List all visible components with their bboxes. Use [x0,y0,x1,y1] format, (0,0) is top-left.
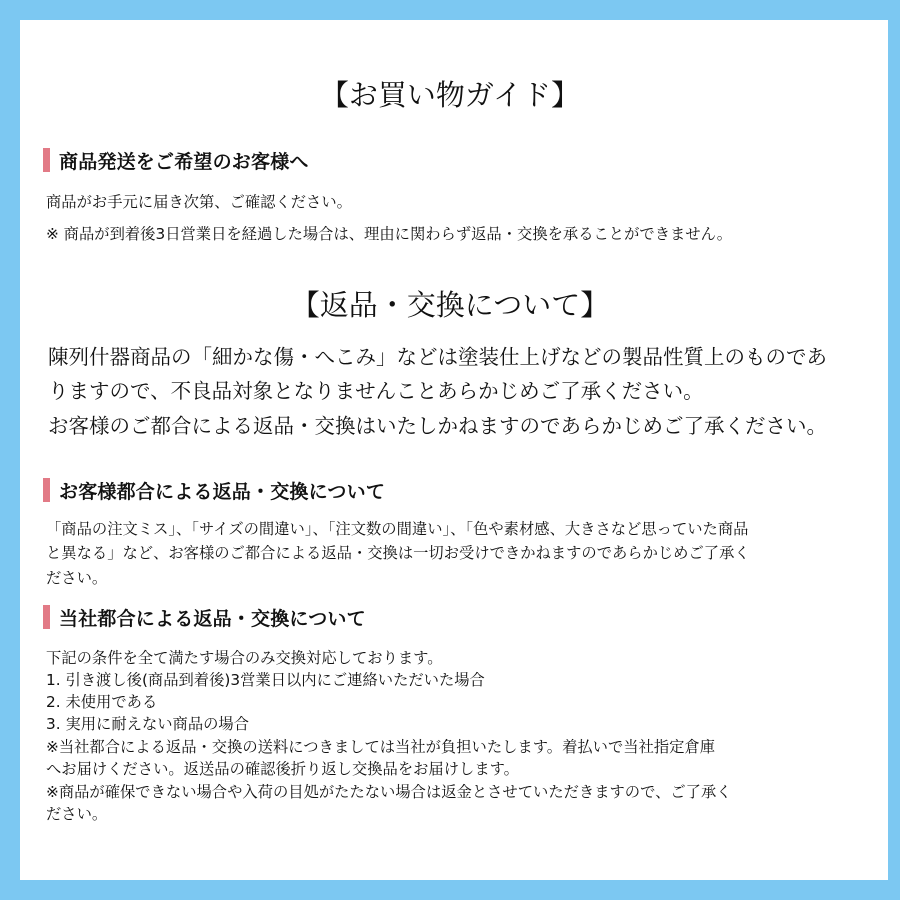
customer-section-heading [43,478,385,502]
company-heading-text: 当社都合による返品・交換について [59,607,366,630]
company-line: ※当社都合による返品・交換の送料につきましては当社が負担いたします。着払いで当社指定倉庫 [46,738,716,756]
company-line: ださい。 [46,805,108,823]
customer-line: ださい。 [46,569,108,587]
company-line: へお届けください。返送品の確認後折り返し交換品をお届けします。 [46,760,519,778]
returns-intro-line: お客様のご都合による返品・交換はいたしかねますのであらかじめご了承ください。 [48,414,827,438]
returns-intro-line: 陳列什器商品の「細かな傷・へこみ」などは塗装仕上げなどの製品性質上のものであ [48,345,827,369]
company-line: 2. 未使用である [46,693,158,711]
customer-line: 「商品の注文ミス」、「サイズの間違い」、「注文数の間違い」、「色や素材感、大きさなど思っていた商品 [46,520,749,538]
shipping-line: 商品がお手元に届き次第、ご確認ください。 [46,193,352,211]
shipping-section-heading [43,148,309,172]
company-line: ※商品が確保できない場合や入荷の目処がたたない場合は返金とさせていただきますので、ご了承く [46,783,732,801]
company-line: 1. 引き渡し後(商品到着後)3営業日以内にご連絡いただいた場合 [46,671,485,689]
customer-heading-text: お客様都合による返品・交換について [59,480,386,503]
heading-accent-bar [43,478,50,502]
shipping-line: ※ 商品が到着後3日営業日を経過した場合は、理由に関わらず返品・交換を承ることができません。 [46,225,733,243]
returns-title: 【返品・交換について】 [290,288,610,322]
customer-line: と異なる」など、お客様のご都合による返品・交換は一切お受けできかねますのであらかじめご了承く [46,544,750,562]
shipping-heading-text: 商品発送をご希望のお客様へ [59,150,309,173]
company-section-heading [43,605,366,629]
company-line: 下記の条件を全て満たす場合のみ交換対応しております。 [46,649,443,667]
returns-intro-line: りますので、不良品対象となりませんことあらかじめご了承ください。 [48,379,704,403]
guide-title: 【お買い物ガイド】 [319,78,581,112]
heading-accent-bar [43,605,50,629]
company-line: 3. 実用に耐えない商品の場合 [46,715,250,733]
heading-accent-bar [43,148,50,172]
